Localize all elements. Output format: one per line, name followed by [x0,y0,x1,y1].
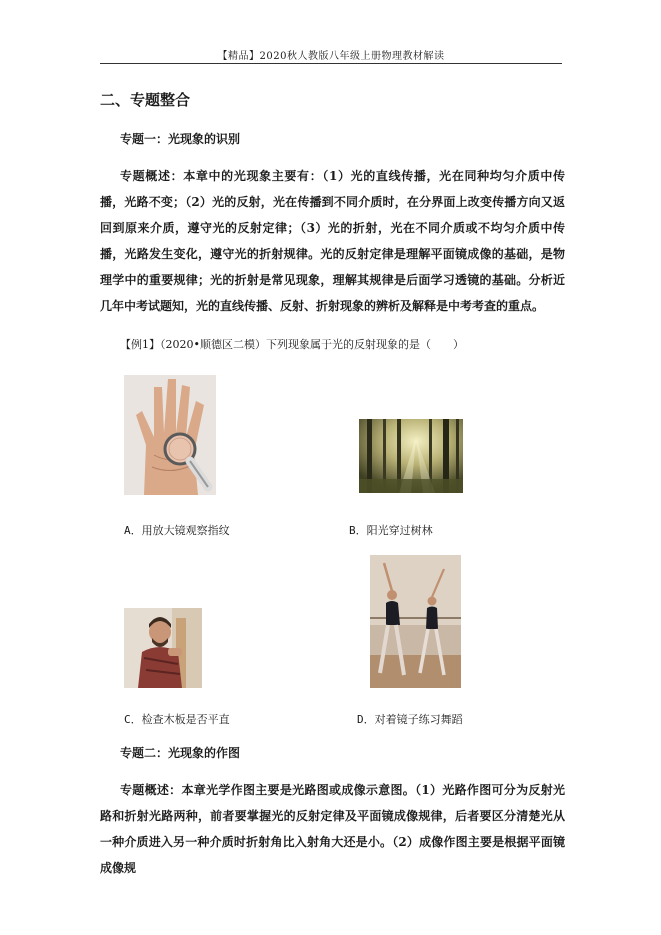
man-checking-board-image [124,608,202,688]
option-b: B．阳光穿过树林 [349,524,433,537]
topic1-overview: 专题概述：本章中的光现象主要有：（1）光的直线传播，光在同种均匀介质中传播，光路不变；（2）光的反射，光在传播到不同介质时，在分界面上改变传播方向又返回到原来介质，遵守光的反射定律；（3）光的折射，光在不同介质或不均匀介质中传播，光路发生变化，遵守光的折射规律。光的反射定律是理解平面镜成像的基础，是物理学中的重要规律；光的折射是常见现象，理解其规律是后面学习透镜的基础。分析近几年中考试题知，光的直线传播、反射、折射现象的辨析及解释是中考考查的重点。 [100,169,565,313]
option-c: C．检查木板是否平直 [124,713,230,726]
topic1-title: 专题一：光现象的识别 [120,132,241,146]
topic2-overview: 专题概述：本章光学作图主要是光路图或成像示意图。（1）光路作图可分为反射光路和折射光路两种，前者要掌握光的反射定律及平面镜成像规律，后者要区分清楚光从一种介质进入另一种介质时折射角比入射角大还是小。（2）成像作图主要是根据平面镜成像规 [100,783,565,875]
hand-magnifier-image [124,375,216,495]
dancers-mirror-image [370,555,461,688]
topic2-title: 专题二：光现象的作图 [120,746,241,760]
example1-question: 【例1】（2020•顺德区二模）下列现象属于光的反射现象的是（ ） [120,338,464,351]
section-title: 二、专题整合 [100,91,191,109]
header-rule [100,63,562,64]
option-d: D．对着镜子练习舞蹈 [357,713,463,726]
option-a: A．用放大镜观察指纹 [124,524,230,537]
page-header: 【精品】2020秋人教版八年级上册物理教材解读 [217,51,445,62]
forest-sunlight-image [359,419,463,493]
